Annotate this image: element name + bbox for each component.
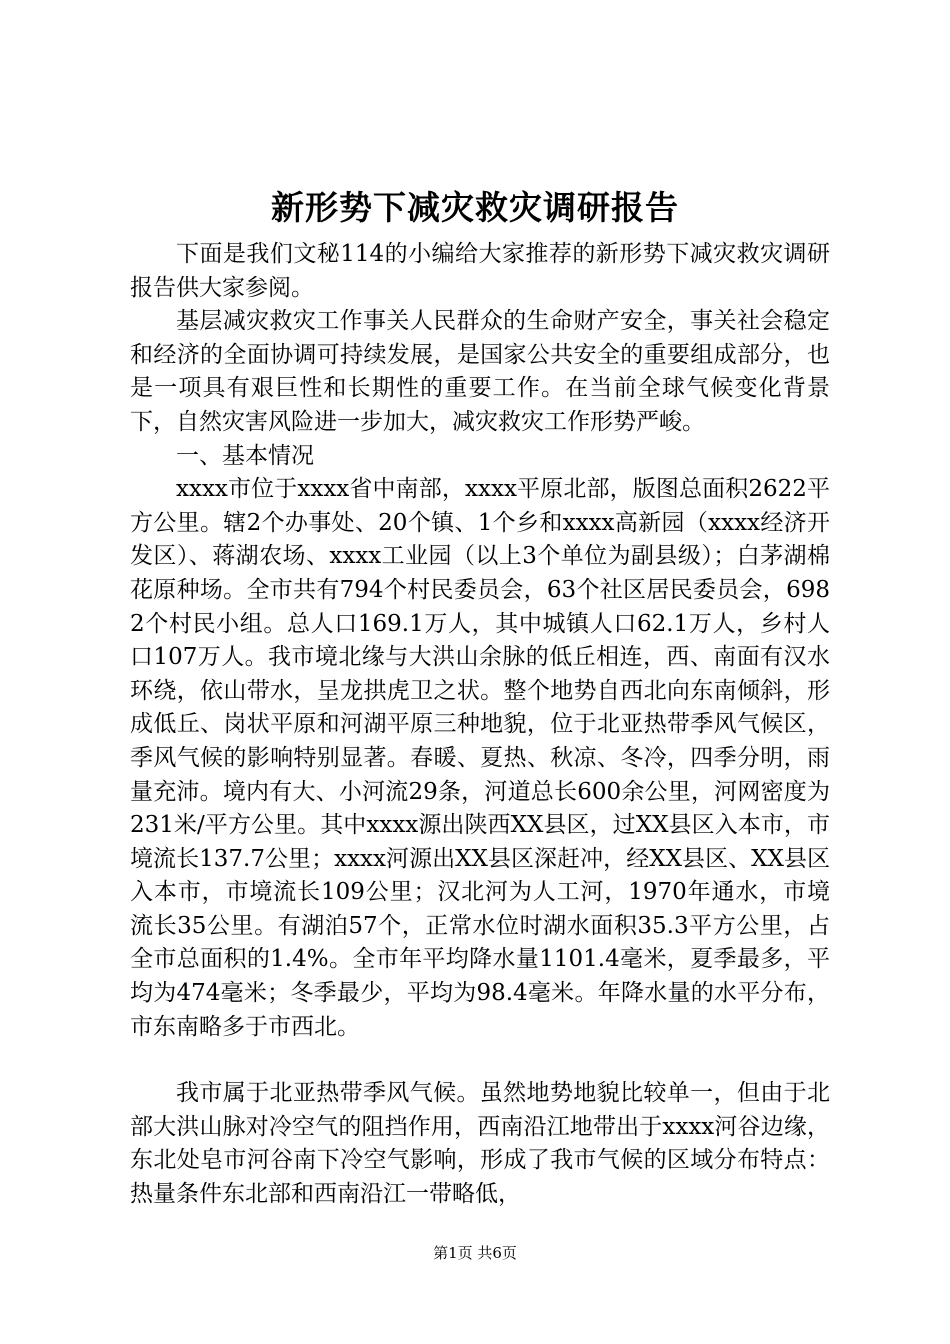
page-number-footer: 第1页 共6页 [433, 1244, 517, 1262]
intro-paragraph: 下面是我们文秘114的小编给大家推荐的新形势下减灾救灾调研报告供大家参阅。 [130, 241, 830, 301]
document-title: 新形势下减灾救灾调研报告 [271, 188, 679, 227]
overview-paragraph: 基层减灾救灾工作事关人民群众的生命财产安全，事关社会稳定和经济的全面协调可持续发展，是国家公共安全的重要组成部分，也是一项具有艰巨性和长期性的重要工作。在当前全球气候变化背景下，自然灾害风险进一步加大，减灾救灾工作形势严峻。 [130, 308, 830, 435]
basic-situation-paragraph: xxxx市位于xxxx省中南部，xxxx平原北部，版图总面积2622平方公里。辖2个办事处、20个镇、1个乡和xxxx高新园（xxxx经济开发区）、蒋湖农场、xxxx工业园（以上3个单位为副县级）；白茅湖棉花原种场。全市共有794个村民委员会，63个社区居民委员会，6982个村民小组。总人口169.1万人，其中城镇人口62.1万人，乡村人口107万人。我市境北缘与大洪山余脉的低丘相连，西、南面有汉水环绕，依山带水，呈龙拱虎卫之状。整个地势自西北向东南倾斜，形成低丘、岗状平原和河湖平原三种地貌，位于北亚热带季风气候区，季风气候的影响特别显著。春暖、夏热、秋凉、冬冷，四季分明，雨量充沛。境内有大、小河流29条，河道总长600余公里，河网密度为231米/平方公里。其中xxxx源出陕西XX县区，过XX县区入本市，市境流长137.7公里；xxxx河源出XX县区深赶冲，经XX县区、XX县区入本市，市境流长109公里；汉北河为人工河，1970年通水，市境流长35公里。有湖泊57个，正常水位时湖水面积35.3平方公里，占全市总面积的1.4%。全市年平均降水量1101.4毫米，夏季最多，平均为474毫米；冬季最少，平均为98.4毫米。年降水量的水平分布，市东南略多于市西北。 [130, 476, 830, 1040]
climate-paragraph: 我市属于北亚热带季风气候。虽然地势地貌比较单一，但由于北部大洪山脉对冷空气的阻挡作用，西南沿江地带出于xxxx河谷边缘，东北处皂市河谷南下冷空气影响，形成了我市气候的区域分布特点：热量条件东北部和西南沿江一带略低， [130, 1080, 830, 1208]
section-heading: 一、基本情况 [176, 442, 314, 469]
document-body [130, 238, 830, 1212]
